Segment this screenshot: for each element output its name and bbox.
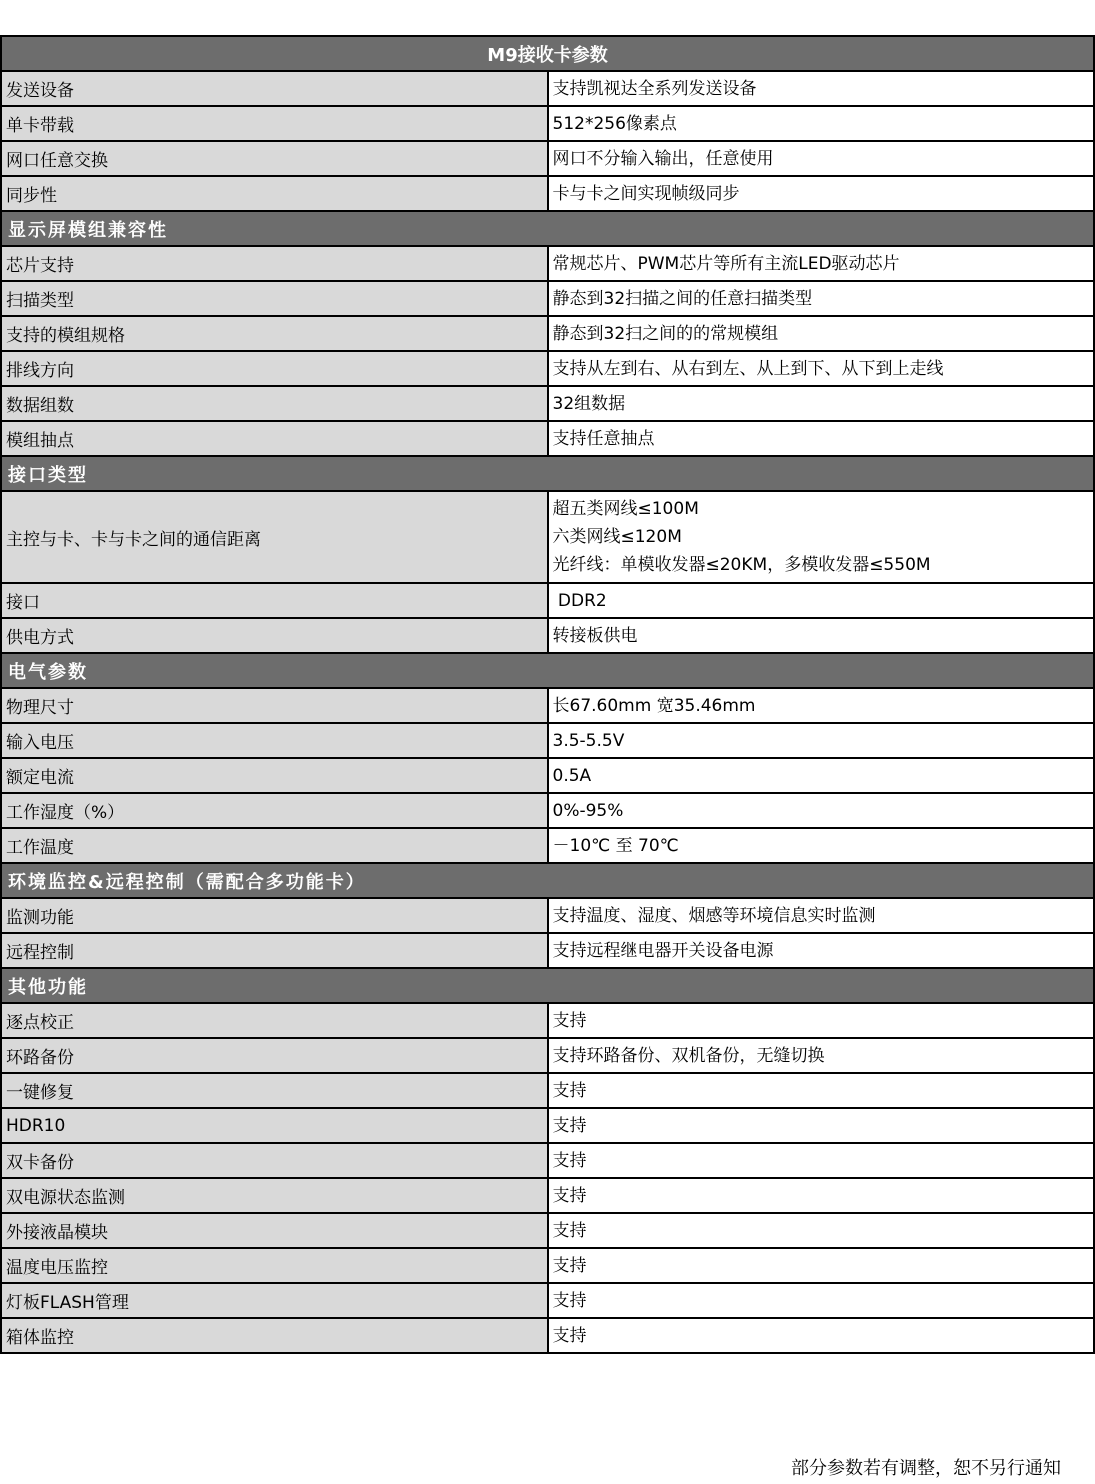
param-label: 扫描类型 (1, 281, 548, 316)
param-value (548, 1318, 1095, 1353)
table-row (1, 618, 1094, 653)
param-value-line: 512*256像素点 (552, 113, 677, 134)
param-value (548, 1038, 1095, 1073)
param-value (548, 421, 1095, 456)
param-value (548, 1178, 1095, 1213)
table-row (1, 1283, 1094, 1318)
param-label: 一键修复 (1, 1073, 548, 1108)
table-row (1, 106, 1094, 141)
param-label: 模组抽点 (1, 421, 548, 456)
section-header-row (1, 863, 1094, 898)
param-value-line: 0.5A (552, 765, 592, 786)
table-row (1, 316, 1094, 351)
table-row (1, 281, 1094, 316)
param-value (548, 828, 1095, 863)
param-label: HDR10 (1, 1108, 548, 1143)
param-label: 输入电压 (1, 723, 548, 758)
param-value (548, 1073, 1095, 1108)
spec-table-body (1, 36, 1094, 1353)
table-row (1, 688, 1094, 723)
param-value (548, 758, 1095, 793)
param-value-line: 超五类网线≤100M (552, 499, 699, 519)
section-header-row (1, 968, 1094, 1003)
param-value-line: 3.5-5.5V (552, 730, 625, 751)
table-row (1, 1178, 1094, 1213)
param-value (548, 141, 1095, 176)
param-label: 主控与卡、卡与卡之间的通信距离 (1, 491, 548, 583)
param-label: 额定电流 (1, 758, 548, 793)
param-label: 温度电压监控 (1, 1248, 548, 1283)
param-value (548, 176, 1095, 211)
param-value-line: 支持凯视达全系列发送设备 (552, 78, 757, 99)
table-row (1, 491, 1094, 583)
param-label: 双卡备份 (1, 1143, 548, 1178)
param-value-line: 支持 (552, 1080, 587, 1101)
param-label: 数据组数 (1, 386, 548, 421)
param-label: 支持的模组规格 (1, 316, 548, 351)
param-value-line: 支持温度、湿度、烟感等环境信息实时监测 (552, 905, 876, 926)
param-value-line: 支持 (552, 1185, 587, 1206)
param-value-line: DDR2 (552, 590, 607, 611)
param-value-line: 支持环路备份、双机备份，无缝切换 (552, 1045, 825, 1066)
table-row (1, 1108, 1094, 1143)
table-row (1, 1143, 1094, 1178)
section-heading: 电气参数 (1, 653, 1094, 688)
param-value-line: 支持 (552, 1325, 587, 1346)
section-heading: 环境监控&远程控制（需配合多功能卡） (1, 863, 1094, 898)
table-row (1, 421, 1094, 456)
param-value-line: 支持从左到右、从右到左、从上到下、从下到上走线 (552, 358, 944, 379)
table-row (1, 1213, 1094, 1248)
param-value (548, 688, 1095, 723)
param-label: 环路备份 (1, 1038, 548, 1073)
param-label: 单卡带载 (1, 106, 548, 141)
table-row (1, 351, 1094, 386)
table-row (1, 1003, 1094, 1038)
param-label: 工作湿度（%） (1, 793, 548, 828)
param-label: 发送设备 (1, 71, 548, 106)
param-value-line: 网口不分输入输出，任意使用 (552, 148, 774, 169)
param-value (548, 898, 1095, 933)
param-value-line: －10℃ 至 70℃ (552, 835, 679, 856)
param-label: 逐点校正 (1, 1003, 548, 1038)
param-label: 物理尺寸 (1, 688, 548, 723)
param-value-line: 支持 (552, 1220, 587, 1241)
section-heading: 其他功能 (1, 968, 1094, 1003)
param-value-line: 卡与卡之间实现帧级同步 (552, 183, 740, 204)
table-row (1, 828, 1094, 863)
param-label: 供电方式 (1, 618, 548, 653)
table-title: M9接收卡参数 (1, 36, 1094, 71)
param-label: 工作温度 (1, 828, 548, 863)
param-value (548, 583, 1095, 618)
param-value (548, 1143, 1095, 1178)
param-label: 芯片支持 (1, 246, 548, 281)
table-row (1, 1038, 1094, 1073)
param-value-line: 转接板供电 (552, 625, 638, 646)
param-value-line: 常规芯片、PWM芯片等所有主流LED驱动芯片 (552, 253, 900, 274)
param-label: 双电源状态监测 (1, 1178, 548, 1213)
param-label: 远程控制 (1, 933, 548, 968)
param-value (548, 618, 1095, 653)
param-label: 箱体监控 (1, 1318, 548, 1353)
section-header-row (1, 456, 1094, 491)
table-row (1, 1318, 1094, 1353)
table-row (1, 898, 1094, 933)
param-value-line: 支持远程继电器开关设备电源 (552, 940, 774, 961)
table-row (1, 1073, 1094, 1108)
param-value-line: 支持 (552, 1290, 587, 1311)
param-label: 接口 (1, 583, 548, 618)
section-header-row (1, 653, 1094, 688)
param-value (548, 246, 1095, 281)
param-value-line: 支持 (552, 1255, 587, 1276)
table-row (1, 246, 1094, 281)
param-value (548, 793, 1095, 828)
table-title-row (1, 36, 1094, 71)
param-value (548, 491, 1095, 583)
table-row (1, 141, 1094, 176)
param-value (548, 1248, 1095, 1283)
table-row (1, 758, 1094, 793)
param-value (548, 351, 1095, 386)
param-label: 外接液晶模块 (1, 1213, 548, 1248)
param-value (548, 1003, 1095, 1038)
param-value (548, 1108, 1095, 1143)
table-row (1, 176, 1094, 211)
param-value (548, 933, 1095, 968)
param-value-line: 静态到32扫之间的的常规模组 (552, 323, 779, 344)
table-row (1, 793, 1094, 828)
param-label: 网口任意交换 (1, 141, 548, 176)
section-header-row (1, 211, 1094, 246)
param-value-line: 六类网线≤120M (552, 527, 682, 547)
param-value (548, 316, 1095, 351)
param-value (548, 723, 1095, 758)
section-heading: 显示屏模组兼容性 (1, 211, 1094, 246)
table-row (1, 723, 1094, 758)
param-value-line: 支持 (552, 1115, 587, 1136)
param-value (548, 1283, 1095, 1318)
param-label: 排线方向 (1, 351, 548, 386)
param-value-line: 支持任意抽点 (552, 428, 655, 449)
param-value-line: 长67.60mm 宽35.46mm (552, 695, 756, 716)
param-label: 灯板FLASH管理 (1, 1283, 548, 1318)
table-row (1, 386, 1094, 421)
param-value-line: 光纤线：单模收发器≤20KM，多模收发器≤550M (552, 555, 931, 575)
table-row (1, 583, 1094, 618)
param-value (548, 71, 1095, 106)
table-row (1, 933, 1094, 968)
param-value-line: 静态到32扫描之间的任意扫描类型 (552, 288, 813, 309)
param-value (548, 281, 1095, 316)
section-heading: 接口类型 (1, 456, 1094, 491)
param-value (548, 1213, 1095, 1248)
param-value (548, 106, 1095, 141)
table-row (1, 71, 1094, 106)
param-label: 监测功能 (1, 898, 548, 933)
param-value-line: 32组数据 (552, 393, 626, 414)
table-row (1, 1248, 1094, 1283)
param-value-line: 0%-95% (552, 800, 624, 821)
footer-note: 部分参数若有调整，恕不另行通知 (791, 1458, 1061, 1479)
spec-table (0, 35, 1095, 1354)
param-label: 同步性 (1, 176, 548, 211)
param-value-line: 支持 (552, 1010, 587, 1031)
param-value-line: 支持 (552, 1150, 587, 1171)
param-value (548, 386, 1095, 421)
